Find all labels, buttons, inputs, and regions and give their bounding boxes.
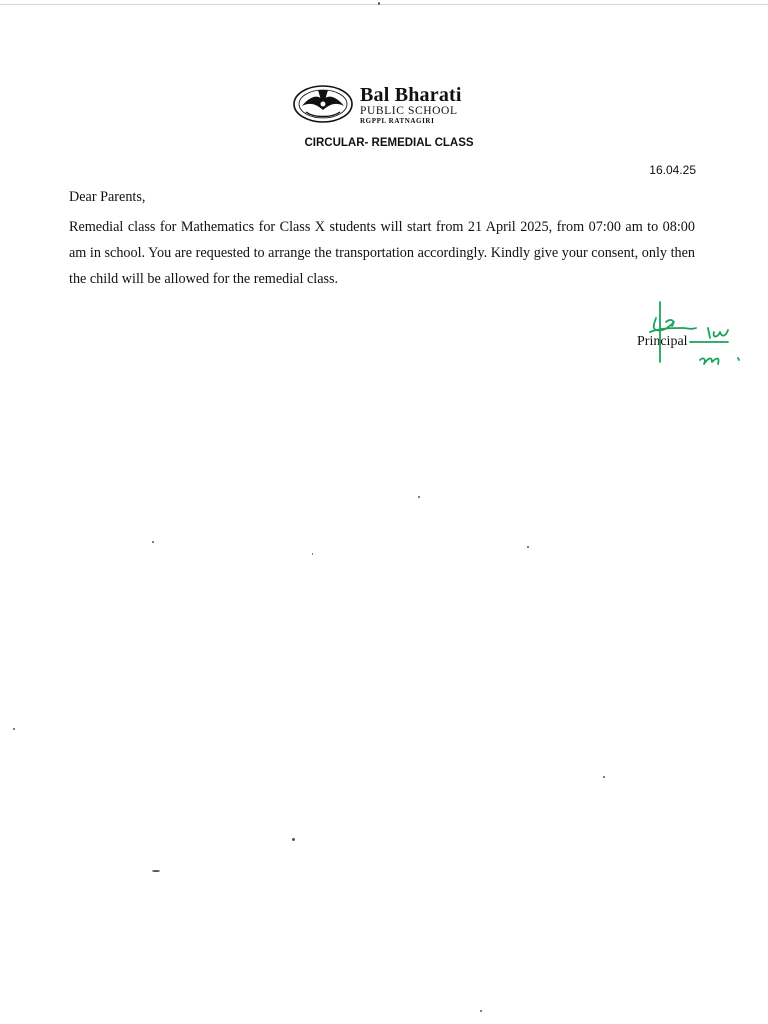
circular-date: 16.04.25: [649, 163, 696, 177]
school-name: Bal Bharati: [360, 84, 462, 106]
circular-body: Remedial class for Mathematics for Class X students will start from 21 April 2025, from 07:00 am to 08:00 am in school. You are requested to arrange the transportation accordingly. Kindly give your consent, only then the child will be allowed for the remedial class.: [69, 219, 695, 287]
circular-title: CIRCULAR- REMEDIAL CLASS: [304, 137, 474, 149]
school-emblem-icon: [292, 82, 354, 126]
principal-label: Principal: [637, 334, 688, 349]
handwritten-signature-icon: [630, 298, 760, 378]
scan-speck: [292, 838, 295, 841]
scan-speck: [418, 496, 420, 498]
salutation: Dear Parents,: [69, 189, 146, 205]
scan-speck: [13, 728, 15, 730]
scan-speck: [152, 870, 160, 872]
scan-edge-line: [0, 4, 768, 5]
scan-speck: [480, 1010, 482, 1012]
scan-speck: [527, 546, 529, 548]
school-subtitle: PUBLIC SCHOOL: [360, 105, 458, 117]
scan-speck: [378, 2, 380, 5]
scan-speck: [603, 776, 605, 778]
scan-speck: [152, 541, 154, 543]
letterhead: [292, 82, 482, 130]
scan-speck: [312, 553, 313, 555]
school-location: RGPPL RATNAGIRI: [360, 117, 435, 125]
signature-block: [630, 298, 760, 378]
